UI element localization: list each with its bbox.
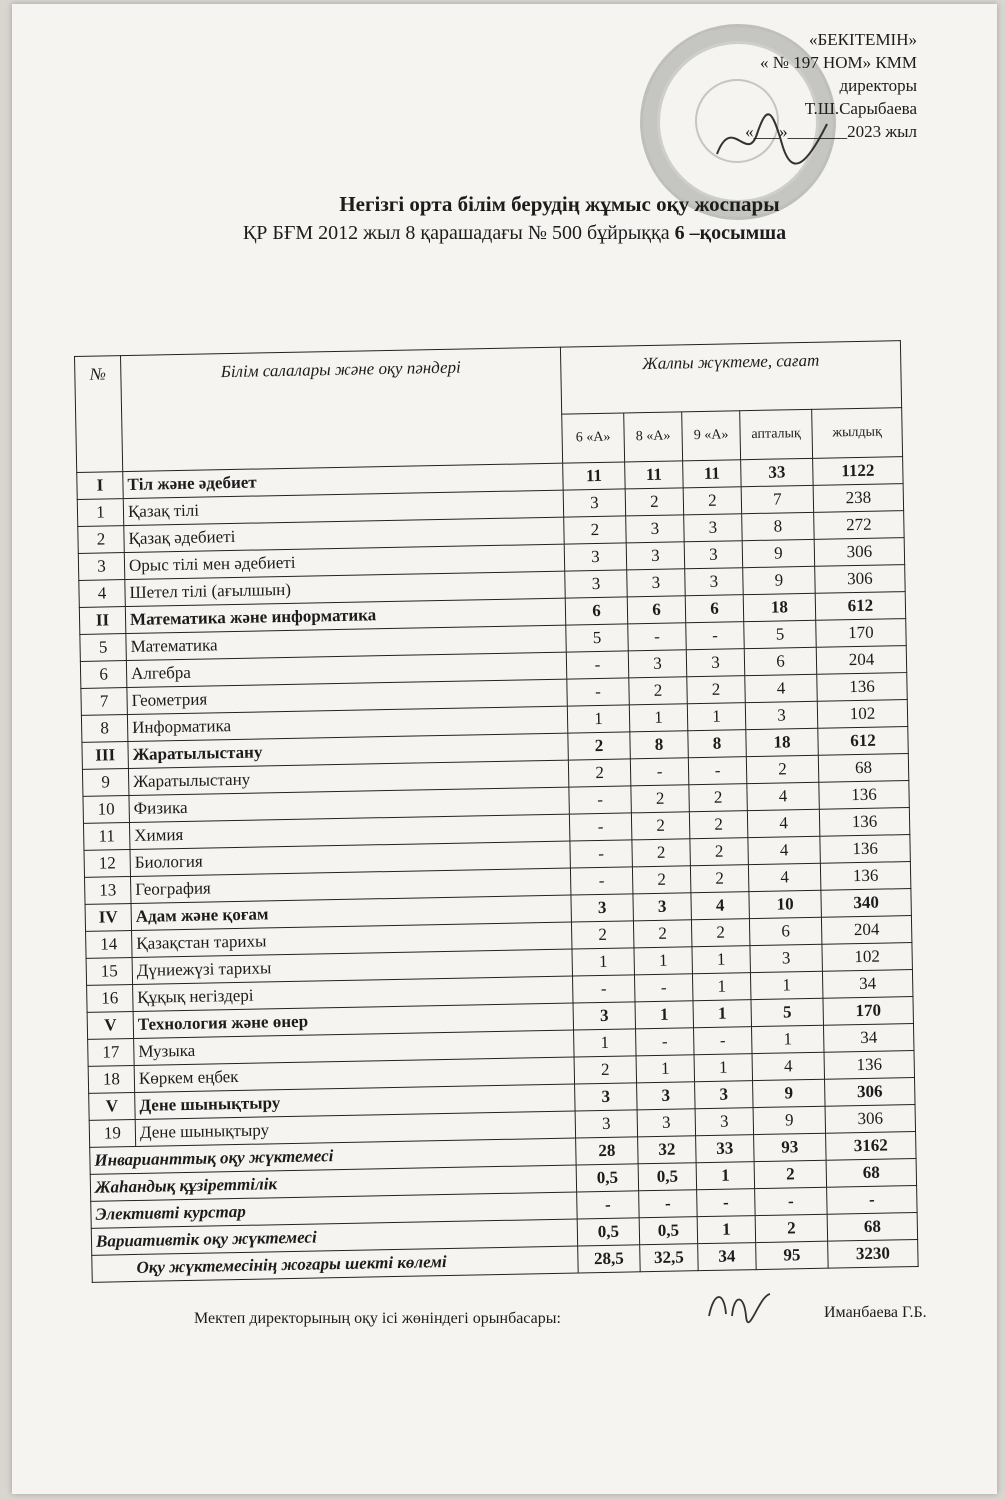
row-8a: 1	[629, 704, 688, 732]
row-num: 13	[85, 877, 132, 905]
header-col-9a: 9 «А»	[682, 411, 741, 461]
row-6a: 2	[568, 759, 631, 787]
row-6a: -	[569, 813, 632, 841]
total-a8: 32,5	[640, 1244, 699, 1272]
row-8a: 3	[627, 569, 686, 597]
total-label: Жаһандық құзіреттілік	[90, 1165, 576, 1201]
row-8a: 1	[635, 1001, 694, 1029]
row-week: 18	[746, 728, 819, 756]
row-week: 4	[748, 836, 821, 864]
row-subject: Геометрия	[127, 679, 567, 714]
row-9a: 4	[691, 892, 750, 920]
row-6a: 3	[573, 1002, 636, 1030]
row-num: IV	[85, 904, 132, 932]
row-year: 306	[815, 565, 906, 594]
row-num: 10	[83, 796, 130, 824]
row-week: 18	[743, 593, 816, 621]
total-week: 2	[754, 1160, 827, 1188]
row-year: 136	[819, 808, 910, 837]
row-subject: Технология және өнер	[133, 1003, 573, 1038]
row-8a: 6	[627, 596, 686, 624]
row-subject: Дүниежүзі тарихы	[132, 949, 572, 984]
row-year: 68	[818, 754, 909, 783]
row-week: 9	[743, 566, 816, 594]
approval-line: «___»_______2023 жыл	[745, 122, 917, 141]
row-subject: Биология	[130, 841, 570, 876]
row-subject: Математика	[126, 625, 566, 660]
total-label: Оқу жүктемесінің жоғары шекті көлемі	[92, 1246, 578, 1282]
row-8a: 2	[631, 785, 690, 813]
row-num: 14	[86, 931, 133, 959]
row-6a: 1	[574, 1029, 637, 1057]
row-6a: -	[572, 975, 635, 1003]
approval-line: « № 197 НОМ» КММ	[760, 53, 917, 72]
row-6a: 2	[574, 1056, 637, 1084]
row-9a: 2	[690, 838, 749, 866]
subtitle-appendix: 6 –қосымша	[674, 222, 787, 244]
row-8a: 3	[633, 893, 692, 921]
row-8a: 2	[631, 812, 690, 840]
row-year: 204	[816, 646, 907, 675]
row-week: 1	[750, 971, 823, 999]
row-6a: 2	[564, 516, 627, 544]
row-year: 136	[817, 673, 908, 702]
row-year: 1122	[813, 457, 904, 486]
row-num: 17	[88, 1038, 135, 1066]
row-subject: Музыка	[134, 1030, 574, 1065]
row-9a: 3	[686, 649, 745, 677]
total-year: 3162	[826, 1131, 917, 1160]
row-9a: 3	[695, 1081, 754, 1109]
row-9a: 2	[687, 676, 746, 704]
row-9a: 3	[684, 514, 743, 542]
total-week: 93	[754, 1133, 827, 1161]
row-year: 136	[820, 835, 911, 864]
total-a9: 34	[698, 1243, 757, 1271]
row-6a: 3	[564, 543, 627, 571]
total-a9: 33	[696, 1135, 755, 1163]
row-9a: 2	[689, 811, 748, 839]
row-9a: 3	[695, 1108, 754, 1136]
row-8a: 3	[628, 650, 687, 678]
row-num: 9	[82, 769, 129, 797]
row-8a: -	[636, 1028, 695, 1056]
row-6a: -	[566, 651, 629, 679]
row-9a: 2	[691, 919, 750, 947]
total-year: 68	[827, 1212, 918, 1241]
row-year: 306	[825, 1077, 916, 1106]
row-year: 340	[821, 889, 912, 918]
row-year: 170	[816, 619, 907, 648]
row-week: 7	[741, 485, 814, 513]
row-6a: 3	[575, 1110, 638, 1138]
row-6a: 1	[567, 705, 630, 733]
row-9a: 2	[683, 487, 742, 515]
row-8a: 11	[625, 461, 684, 489]
total-label: Элективті курстар	[91, 1192, 577, 1228]
row-year: 238	[813, 484, 904, 513]
row-num: 7	[81, 688, 128, 716]
header-col-week: апталық	[740, 409, 813, 459]
row-year: 34	[822, 970, 913, 999]
row-6a: 5	[566, 624, 629, 652]
row-6a: -	[569, 786, 632, 814]
row-9a: -	[686, 622, 745, 650]
row-8a: 1	[634, 947, 693, 975]
total-label: Вариативтік оқу жүктемесі	[91, 1219, 577, 1255]
row-week: 9	[742, 539, 815, 567]
row-num: I	[77, 472, 124, 500]
row-subject: Орыс тілі мен әдебиеті	[124, 544, 564, 579]
row-num: 1	[77, 499, 124, 527]
totals-body	[90, 1131, 918, 1282]
row-6a: 3	[565, 570, 628, 598]
total-a9: 1	[697, 1216, 756, 1244]
row-week: 4	[748, 863, 821, 891]
row-subject: Қазақ тілі	[123, 490, 563, 525]
total-a8: 0,5	[639, 1217, 698, 1245]
row-8a: 2	[632, 866, 691, 894]
row-subject: Жаратылыстану	[128, 760, 568, 795]
footer-name: Иманбаева Г.Б.	[824, 1304, 927, 1321]
row-subject: География	[131, 868, 571, 903]
row-num: 11	[83, 823, 130, 851]
approval-block	[745, 28, 917, 143]
row-year: 170	[823, 997, 914, 1026]
row-8a: 2	[625, 488, 684, 516]
approval-line: Т.Ш.Сарыбаева	[804, 99, 917, 118]
row-week: 5	[744, 620, 817, 648]
total-a9: -	[697, 1189, 756, 1217]
row-year: 136	[824, 1051, 915, 1080]
row-9a: 8	[688, 730, 747, 758]
row-week: 9	[753, 1106, 826, 1134]
row-9a: 1	[694, 1054, 753, 1082]
row-9a: 2	[689, 784, 748, 812]
row-6a: 3	[571, 894, 634, 922]
row-year: 136	[820, 862, 911, 891]
row-num: 12	[84, 850, 131, 878]
row-8a: -	[634, 974, 693, 1002]
row-6a: 2	[568, 732, 631, 760]
total-year: -	[827, 1185, 918, 1214]
row-subject: Адам және қоғам	[131, 895, 571, 930]
total-year: 3230	[828, 1239, 919, 1268]
row-8a: 3	[626, 542, 685, 570]
total-a8: -	[639, 1190, 698, 1218]
row-num: 2	[78, 526, 125, 554]
row-num: 3	[78, 553, 125, 581]
row-8a: 2	[632, 839, 691, 867]
row-week: 3	[750, 944, 823, 972]
total-a8: 0,5	[638, 1163, 697, 1191]
row-8a: 1	[636, 1055, 695, 1083]
row-week: 2	[746, 755, 819, 783]
total-a8: 32	[638, 1136, 697, 1164]
row-year: 306	[825, 1104, 916, 1133]
row-year: 204	[821, 916, 912, 945]
row-9a: -	[694, 1027, 753, 1055]
row-9a: -	[688, 757, 747, 785]
total-a6: 0,5	[577, 1218, 640, 1246]
total-week: 95	[756, 1241, 829, 1269]
approval-line: директоры	[839, 76, 917, 95]
row-num: 19	[89, 1119, 136, 1147]
row-num: 5	[80, 634, 127, 662]
row-num: 4	[79, 580, 126, 608]
row-week: 5	[751, 998, 824, 1026]
row-subject: Тіл және әдебиет	[123, 463, 563, 498]
row-num: 8	[81, 715, 128, 743]
row-subject: Көркем еңбек	[134, 1057, 574, 1092]
header-col-8a: 8 «А»	[624, 412, 683, 462]
row-week: 3	[745, 701, 818, 729]
row-week: 4	[752, 1052, 825, 1080]
row-num: 18	[88, 1065, 135, 1093]
deputy-signature	[704, 1286, 774, 1326]
row-8a: -	[630, 758, 689, 786]
row-year: 612	[815, 592, 906, 621]
row-6a: 11	[563, 462, 626, 490]
row-8a: 3	[626, 515, 685, 543]
row-9a: 1	[687, 703, 746, 731]
total-week: 2	[755, 1214, 828, 1242]
row-9a: 6	[685, 595, 744, 623]
table-body	[77, 457, 916, 1148]
row-9a: 1	[692, 973, 751, 1001]
row-8a: -	[628, 623, 687, 651]
row-subject: Математика және информатика	[125, 598, 565, 633]
total-a6: 28	[576, 1137, 639, 1165]
approval-line: «БЕКІТЕМІН»	[809, 30, 917, 49]
row-week: 6	[744, 647, 817, 675]
document-subtitle	[12, 222, 997, 245]
header-load: Жалпы жүктеме, сағат	[560, 341, 901, 415]
row-year: 102	[822, 943, 913, 972]
row-year: 306	[814, 538, 905, 567]
row-6a: -	[570, 840, 633, 868]
row-year: 272	[814, 511, 905, 540]
row-6a: -	[570, 867, 633, 895]
total-a6: -	[577, 1191, 640, 1219]
row-num: III	[82, 742, 129, 770]
row-subject: Алгебра	[126, 652, 566, 687]
row-year: 102	[817, 700, 908, 729]
row-num: 15	[86, 957, 133, 985]
header-subject: Білім салалары және оқу пәндері	[121, 347, 563, 471]
row-6a: 3	[575, 1083, 638, 1111]
row-week: 6	[749, 917, 822, 945]
row-9a: 1	[692, 946, 751, 974]
header-col-year: жылдық	[812, 408, 903, 459]
row-subject: Дене шынықтыру	[135, 1084, 575, 1119]
row-8a: 8	[630, 731, 689, 759]
row-9a: 2	[690, 865, 749, 893]
row-year: 34	[823, 1024, 914, 1053]
row-subject: Жаратылыстану	[128, 733, 568, 768]
total-a6: 28,5	[578, 1245, 641, 1273]
footer-role: Мектеп директорының оқу ісі жөніндегі орынбасары:	[194, 1310, 561, 1327]
header-num: №	[75, 356, 123, 473]
row-week: 10	[749, 890, 822, 918]
row-8a: 3	[637, 1109, 696, 1137]
row-6a: 3	[563, 489, 626, 517]
row-week: 9	[753, 1079, 826, 1107]
row-8a: 2	[629, 677, 688, 705]
row-num: V	[89, 1092, 136, 1120]
document-title: Негізгі орта білім берудің жұмыс оқу жоспары	[339, 192, 780, 216]
row-week: 33	[741, 458, 814, 486]
total-week: -	[755, 1187, 828, 1215]
row-num: 16	[87, 984, 134, 1012]
row-subject: Құқық негіздері	[133, 976, 573, 1011]
row-subject: Информатика	[127, 706, 567, 741]
row-8a: 3	[637, 1082, 696, 1110]
row-subject: Қазақстан тарихы	[132, 922, 572, 957]
row-6a: 2	[571, 921, 634, 949]
row-subject: Физика	[129, 787, 569, 822]
row-num: II	[79, 607, 126, 635]
row-week: 8	[742, 512, 815, 540]
total-label: Инварианттық оқу жүктемесі	[90, 1138, 576, 1174]
row-9a: 3	[684, 541, 743, 569]
row-week: 4	[747, 809, 820, 837]
row-week: 4	[745, 674, 818, 702]
curriculum-table	[74, 340, 919, 1283]
total-a9: 1	[696, 1162, 755, 1190]
subtitle-text: ҚР БҒМ 2012 жыл 8 қарашадағы № 500 бұйрыққа	[242, 222, 675, 244]
row-week: 1	[751, 1025, 824, 1053]
header-col-6a: 6 «А»	[562, 413, 625, 463]
row-year: 612	[818, 727, 909, 756]
row-week: 4	[747, 782, 820, 810]
row-year: 136	[819, 781, 910, 810]
row-6a: -	[567, 678, 630, 706]
row-6a: 6	[565, 597, 628, 625]
row-subject: Шетел тілі (ағылшын)	[125, 571, 565, 606]
row-9a: 3	[685, 568, 744, 596]
total-a6: 0,5	[576, 1164, 639, 1192]
row-8a: 2	[633, 920, 692, 948]
row-subject: Дене шынықтыру	[135, 1111, 575, 1146]
row-9a: 11	[683, 460, 742, 488]
row-num: 6	[80, 661, 127, 689]
document-page	[12, 4, 997, 1494]
total-year: 68	[826, 1158, 917, 1187]
row-subject: Химия	[129, 814, 569, 849]
row-num: V	[87, 1011, 134, 1039]
row-9a: 1	[693, 1000, 752, 1028]
row-subject: Қазақ әдебиеті	[124, 517, 564, 552]
row-6a: 1	[572, 948, 635, 976]
